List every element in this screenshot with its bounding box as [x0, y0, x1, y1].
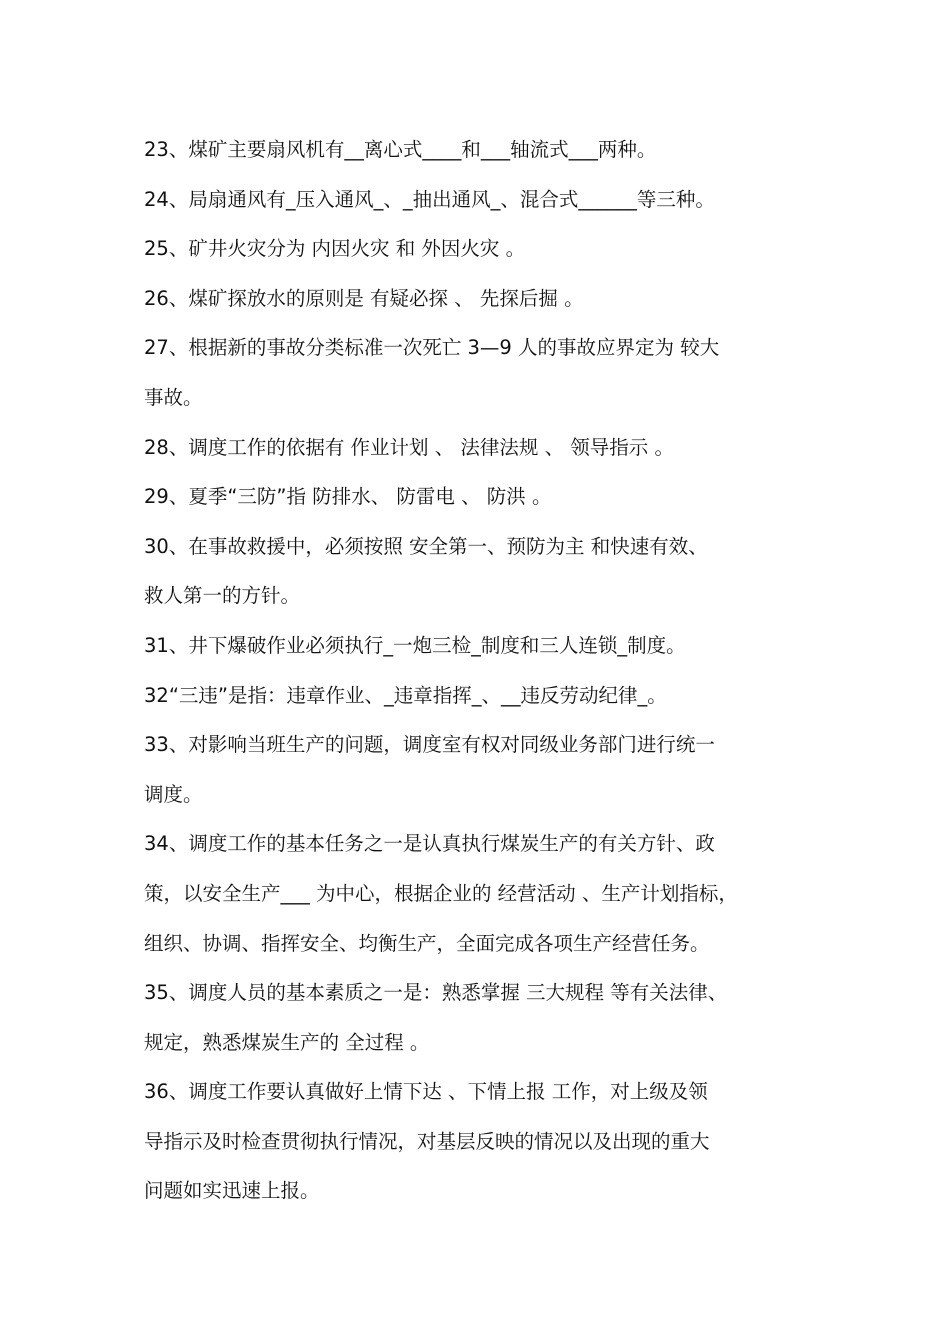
text-line-30-cont: 救人第一的方针。	[144, 584, 301, 608]
text-line-30: 30、在事故救援中，必须按照 安全第一、预防为主 和快速有效、	[144, 534, 708, 558]
text-line-23: 23、煤矿主要扇风机有__离心式____和___轴流式___两种。	[144, 138, 657, 161]
text-line-25: 25、矿井火灾分为 内因火灾 和 外因火灾 。	[144, 237, 526, 261]
text-line-27-cont: 事故。	[144, 385, 203, 409]
text-line-34-cont-1: 策，以安全生产___ 为中心，根据企业的 经营活动 、生产计划指标，	[144, 881, 738, 905]
text-line-33: 33、对影响当班生产的问题，调度室有权对同级业务部门进行统一	[144, 733, 715, 757]
text-line-36: 36、调度工作要认真做好上情下达 、下情上报 工作，对上级及领	[144, 1080, 708, 1104]
text-line-36-cont-1: 导指示及时检查贯彻执行情况，对基层反映的情况以及出现的重大	[144, 1129, 710, 1153]
text-line-26: 26、煤矿探放水的原则是 有疑必探 、 先探后掘 。	[144, 286, 584, 310]
text-line-27: 27、根据新的事故分类标准一次死亡 3—9 人的事故应界定为 较大	[144, 336, 720, 360]
text-line-36-cont-2: 问题如实迅速上报。	[144, 1179, 320, 1203]
text-line-24: 24、局扇通风有_压入通风_、_抽出通风_、混合式______等三种。	[144, 187, 715, 211]
text-line-35-cont: 规定，熟悉煤炭生产的 全过程 。	[144, 1030, 430, 1054]
text-line-33-cont: 调度。	[144, 782, 203, 806]
text-line-34-cont-2: 组织、协调、指挥安全、均衡生产，全面完成各项生产经营任务。	[144, 931, 710, 955]
document-body	[144, 130, 844, 1221]
text-line-28: 28、调度工作的依据有 作业计划 、 法律法规 、 领导指示 。	[144, 435, 675, 459]
text-line-29: 29、夏季“三防”指 防排水、 防雷电 、 防洪 。	[144, 485, 552, 509]
text-line-32: 32“三违”是指：违章作业、_违章指挥_、__违反劳动纪律_。	[144, 683, 667, 707]
text-line-35: 35、调度人员的基本素质之一是：熟悉掌握 三大规程 等有关法律、	[144, 981, 728, 1005]
text-line-31: 31、井下爆破作业必须执行_一炮三检_制度和三人连锁_制度。	[144, 633, 686, 657]
text-line-34: 34、调度工作的基本任务之一是认真执行煤炭生产的有关方针、政	[144, 832, 715, 856]
